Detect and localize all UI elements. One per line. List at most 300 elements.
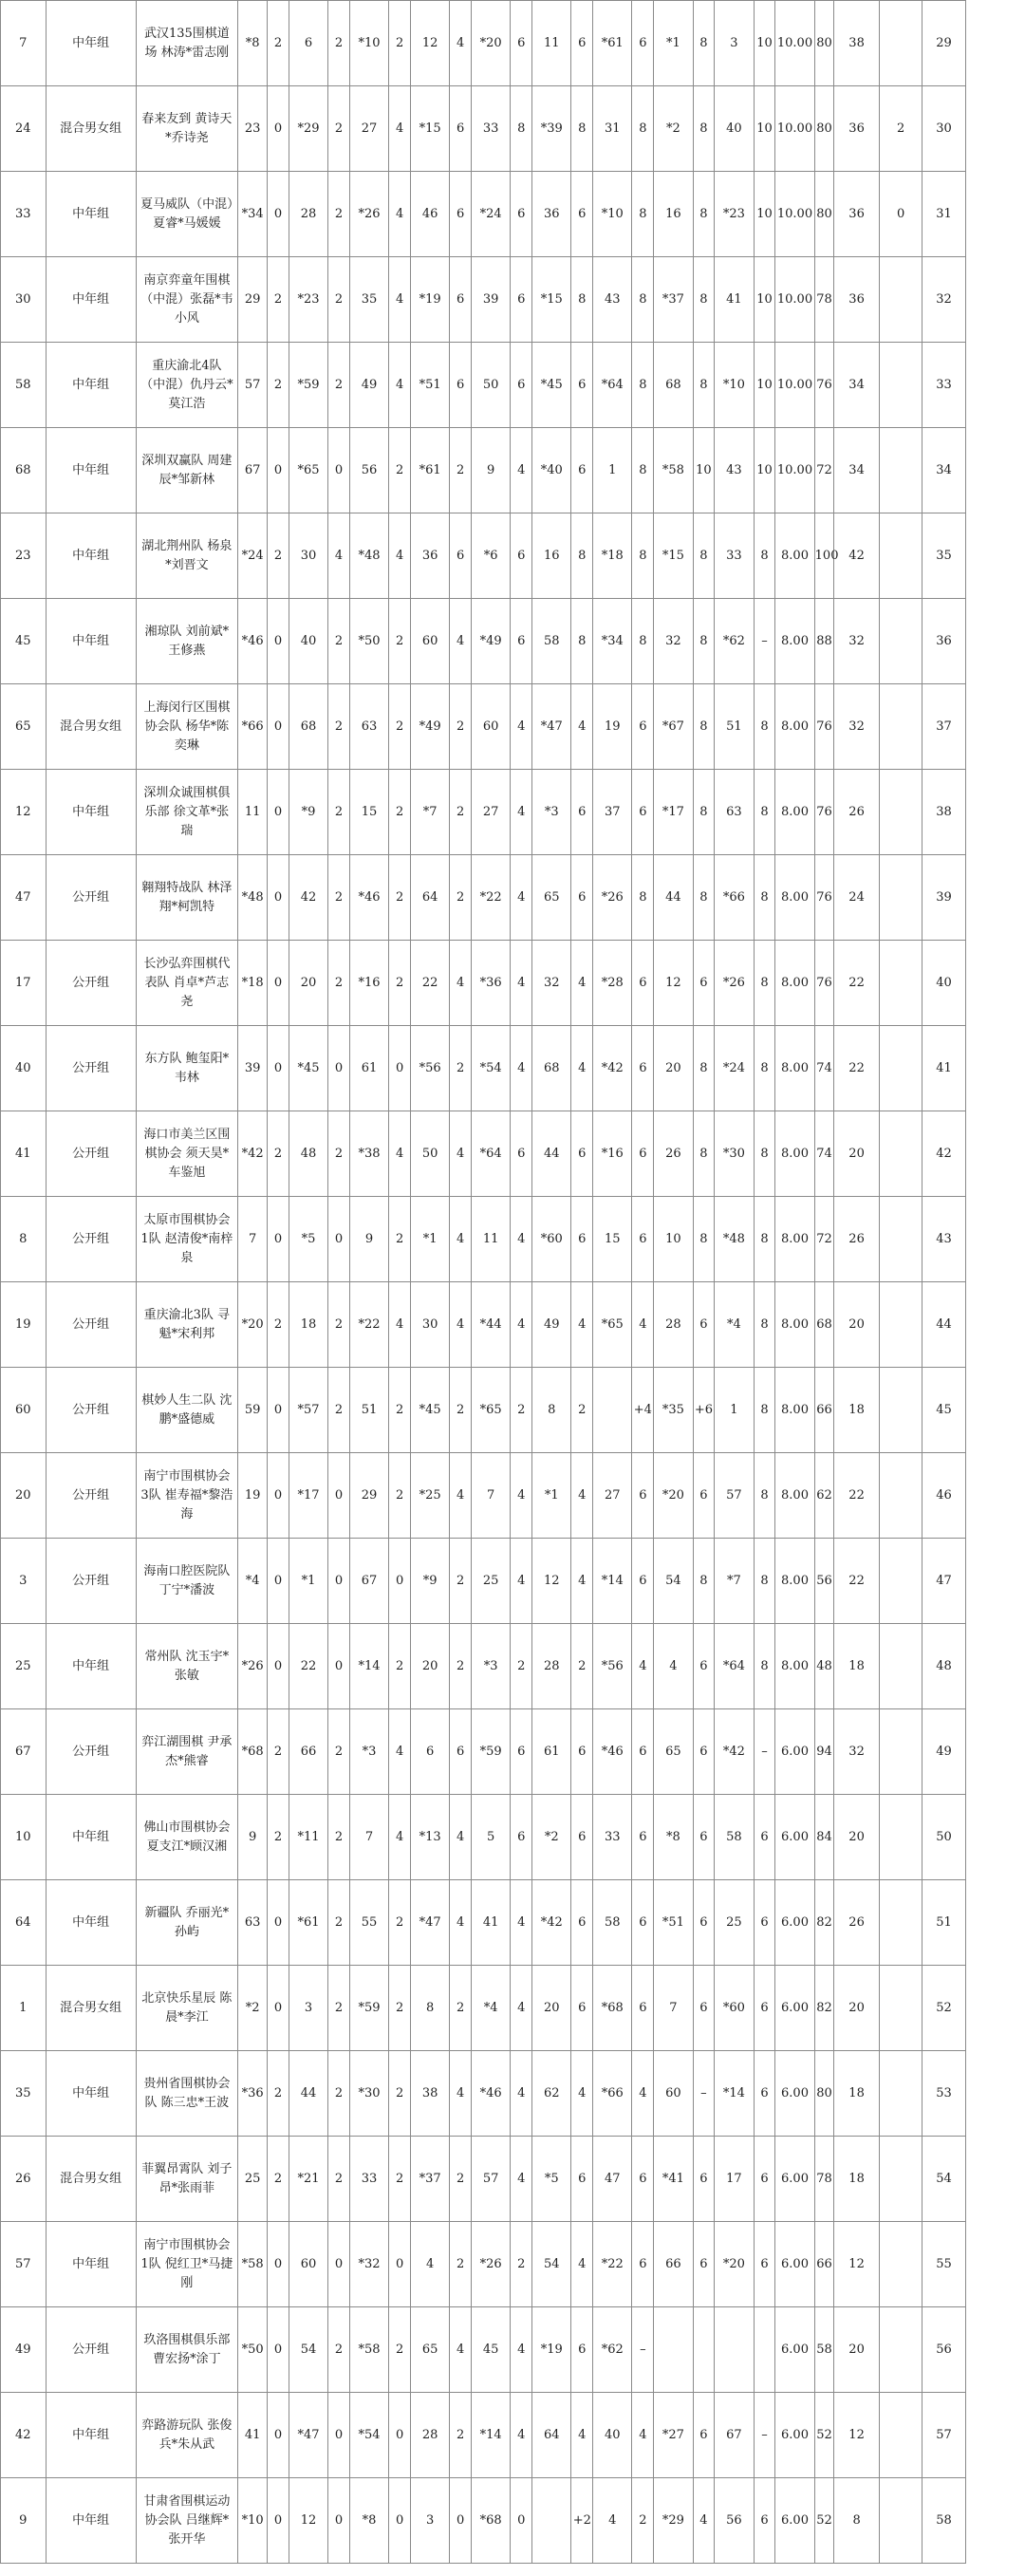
result-cell: 8	[571, 599, 593, 684]
result-cell: 48	[814, 1624, 834, 1709]
result-cell: *6	[472, 513, 511, 599]
result-cell: 8.00	[775, 855, 814, 941]
result-cell: 51	[715, 684, 754, 770]
result-cell: 19	[238, 1453, 268, 1539]
result-cell: 4	[571, 2393, 593, 2478]
group-cell: 中年组	[46, 2222, 136, 2307]
result-cell: 2	[450, 2137, 472, 2222]
result-cell: *10	[349, 1, 388, 86]
result-cell: 2	[328, 172, 350, 257]
result-cell: 8	[632, 257, 654, 343]
result-cell: *25	[410, 1453, 449, 1539]
result-cell: 38	[410, 2051, 449, 2137]
result-cell: 4	[511, 2051, 532, 2137]
result-cell: 2	[450, 1966, 472, 2051]
result-cell: 41	[922, 1026, 965, 1111]
result-cell: 56	[814, 1539, 834, 1624]
team-name-cell: 长沙弘弈围棋代表队 肖卓*芦志尧	[136, 941, 237, 1026]
result-cell: *5	[289, 1197, 327, 1282]
result-cell: 25	[715, 1880, 754, 1966]
result-cell: 8	[693, 172, 715, 257]
result-cell: *23	[289, 257, 327, 343]
team-name-cell: 南宁市围棋协会1队 倪红卫*马捷刚	[136, 2222, 237, 2307]
result-cell: 8	[754, 1624, 775, 1709]
result-cell: *44	[472, 1282, 511, 1368]
result-cell: 1	[715, 1368, 754, 1453]
result-cell	[879, 941, 922, 1026]
result-cell	[879, 1539, 922, 1624]
result-cell: 5	[472, 1795, 511, 1880]
result-cell: 36	[834, 257, 880, 343]
result-cell: *18	[238, 941, 268, 1026]
result-cell: 63	[238, 1880, 268, 1966]
result-cell: *26	[593, 855, 632, 941]
team-name-cell: 湖北荆州队 杨泉*刘晋文	[136, 513, 237, 599]
result-cell	[879, 1966, 922, 2051]
result-cell: 2	[268, 1709, 289, 1795]
team-name-cell: 弈江湖围棋 尹承杰*熊睿	[136, 1709, 237, 1795]
result-cell: 76	[814, 684, 834, 770]
group-cell: 公开组	[46, 1111, 136, 1197]
result-cell: 4	[450, 2051, 472, 2137]
result-cell: *20	[472, 1, 511, 86]
group-cell: 中年组	[46, 770, 136, 855]
result-cell: 56	[349, 428, 388, 513]
table-row	[1, 343, 1025, 428]
result-cell: 2	[450, 1368, 472, 1453]
result-cell: 0	[268, 941, 289, 1026]
result-cell: 33	[922, 343, 965, 428]
result-cell: 4	[654, 1624, 693, 1709]
team-name-cell: 海口市美兰区围棋协会 须天昊*车鉴旭	[136, 1111, 237, 1197]
result-cell: 38	[834, 1, 880, 86]
result-cell: 3	[410, 2478, 449, 2564]
result-cell: 52	[814, 2478, 834, 2564]
result-cell: 57	[238, 343, 268, 428]
result-cell: 8	[693, 684, 715, 770]
result-cell: 8.00	[775, 1624, 814, 1709]
result-cell: 0	[268, 1197, 289, 1282]
result-cell: 6.00	[775, 2222, 814, 2307]
result-cell: *47	[289, 2393, 327, 2478]
table-row	[1, 770, 1025, 855]
group-cell: 中年组	[46, 343, 136, 428]
result-cell: 63	[349, 684, 388, 770]
result-cell: 24	[834, 855, 880, 941]
result-cell: 80	[814, 172, 834, 257]
team-name-cell: 弈路游玩队 张俊兵*朱从武	[136, 2393, 237, 2478]
result-cell: 48	[922, 1624, 965, 1709]
result-cell: 0	[268, 1624, 289, 1709]
result-cell: *50	[349, 599, 388, 684]
result-cell: 10	[693, 428, 715, 513]
result-cell: 4	[511, 1453, 532, 1539]
result-cell: 6	[450, 1709, 472, 1795]
result-cell: *17	[289, 1453, 327, 1539]
group-cell: 混合男女组	[46, 2137, 136, 2222]
result-cell: 6	[571, 428, 593, 513]
team-name-cell: 春来友到 黄诗天*乔诗尧	[136, 86, 237, 172]
table-row	[1, 2137, 1025, 2222]
result-cell: 2	[328, 1111, 350, 1197]
result-cell: *60	[715, 1966, 754, 2051]
result-cell: 50	[410, 1111, 449, 1197]
result-cell: 4	[511, 1880, 532, 1966]
result-cell: 6	[632, 1539, 654, 1624]
seed-number-cell: 3	[1, 1539, 47, 1624]
result-cell: 0	[268, 172, 289, 257]
result-cell: 6	[511, 1795, 532, 1880]
result-cell: *42	[715, 1709, 754, 1795]
result-cell: *54	[349, 2393, 388, 2478]
result-cell: 6.00	[775, 1709, 814, 1795]
result-cell	[879, 2137, 922, 2222]
result-cell: 39	[472, 257, 511, 343]
result-cell: 2	[328, 1880, 350, 1966]
result-cell: 6	[571, 1111, 593, 1197]
result-cell: 32	[834, 684, 880, 770]
result-cell: 8	[834, 2478, 880, 2564]
result-cell: 55	[349, 1880, 388, 1966]
result-cell: 44	[654, 855, 693, 941]
result-cell: *17	[654, 770, 693, 855]
result-cell: *15	[654, 513, 693, 599]
table-row	[1, 513, 1025, 599]
seed-number-cell: 49	[1, 2307, 47, 2393]
result-cell: *68	[238, 1709, 268, 1795]
result-cell: 0	[268, 86, 289, 172]
result-cell: 2	[328, 599, 350, 684]
result-cell: 2	[268, 1795, 289, 1880]
result-cell: *2	[532, 1795, 571, 1880]
table-row	[1, 86, 1025, 172]
result-cell: 4	[389, 1282, 411, 1368]
result-cell: 2	[268, 1111, 289, 1197]
result-cell: 6	[571, 1966, 593, 2051]
result-cell	[879, 1111, 922, 1197]
result-cell: 94	[814, 1709, 834, 1795]
result-cell: 8.00	[775, 770, 814, 855]
result-cell: *50	[238, 2307, 268, 2393]
table-row	[1, 1880, 1025, 1966]
result-cell: *22	[349, 1282, 388, 1368]
result-cell: 6	[632, 1111, 654, 1197]
result-cell: 12	[654, 941, 693, 1026]
result-cell: 38	[922, 770, 965, 855]
result-cell: *48	[238, 855, 268, 941]
result-cell: 33	[349, 2137, 388, 2222]
result-cell: 74	[814, 1026, 834, 1111]
result-cell: 10.00	[775, 257, 814, 343]
result-cell: 7	[349, 1795, 388, 1880]
result-cell: 58	[593, 1880, 632, 1966]
result-cell: 0	[268, 2393, 289, 2478]
result-cell: 4	[511, 1539, 532, 1624]
result-cell: 2	[511, 2222, 532, 2307]
result-cell: 0	[268, 1966, 289, 2051]
result-cell: 20	[834, 2307, 880, 2393]
result-cell: *10	[593, 172, 632, 257]
result-cell: 6	[511, 513, 532, 599]
result-cell: *58	[654, 428, 693, 513]
result-cell: 4	[450, 1880, 472, 1966]
result-cell: 47	[593, 2137, 632, 2222]
result-cell: 23	[238, 86, 268, 172]
result-cell: *34	[238, 172, 268, 257]
result-cell: 65	[532, 855, 571, 941]
result-cell: *7	[715, 1539, 754, 1624]
result-cell: *36	[238, 2051, 268, 2137]
result-cell: 15	[593, 1197, 632, 1282]
result-cell: 10	[754, 172, 775, 257]
result-cell: 0	[328, 1197, 350, 1282]
result-cell: 4	[571, 1026, 593, 1111]
result-cell: 2	[632, 2478, 654, 2564]
result-cell: 33	[472, 86, 511, 172]
result-cell: 4	[511, 2137, 532, 2222]
result-cell: 4	[511, 1197, 532, 1282]
result-cell	[879, 599, 922, 684]
result-cell: 8	[693, 1, 715, 86]
result-cell: 8	[754, 941, 775, 1026]
result-cell	[879, 1880, 922, 1966]
seed-number-cell: 19	[1, 1282, 47, 1368]
result-cell: 6	[632, 1795, 654, 1880]
result-cell: 46	[922, 1453, 965, 1539]
result-cell: *45	[532, 343, 571, 428]
result-cell: *41	[654, 2137, 693, 2222]
result-cell	[715, 2307, 754, 2393]
result-cell: 6	[754, 2478, 775, 2564]
result-cell: 2	[879, 86, 922, 172]
result-cell: 36	[834, 86, 880, 172]
result-cell: 32	[922, 257, 965, 343]
table-row	[1, 2307, 1025, 2393]
result-cell: 52	[814, 2393, 834, 2478]
result-cell: 2	[389, 941, 411, 1026]
table-row	[1, 2222, 1025, 2307]
result-cell: 2	[450, 428, 472, 513]
result-cell: 26	[834, 1880, 880, 1966]
result-cell: *58	[349, 2307, 388, 2393]
result-cell: 8	[693, 1026, 715, 1111]
result-cell: 6	[571, 1, 593, 86]
result-cell: 80	[814, 2051, 834, 2137]
result-cell: 2	[328, 855, 350, 941]
result-cell	[879, 2307, 922, 2393]
team-name-cell: 棋妙人生二队 沈鹏*盛德威	[136, 1368, 237, 1453]
result-cell: 2	[328, 1966, 350, 2051]
result-cell: 4	[632, 2393, 654, 2478]
result-cell: 6	[410, 1709, 449, 1795]
result-cell: *39	[532, 86, 571, 172]
result-cell: 32	[532, 941, 571, 1026]
result-cell: 6	[632, 1, 654, 86]
result-cell: *23	[715, 172, 754, 257]
result-cell: 4	[511, 1966, 532, 2051]
result-cell: 45	[922, 1368, 965, 1453]
table-row	[1, 1282, 1025, 1368]
result-cell: *61	[593, 1, 632, 86]
table-row	[1, 855, 1025, 941]
seed-number-cell: 42	[1, 2393, 47, 2478]
seed-number-cell: 45	[1, 599, 47, 684]
result-cell: 8	[532, 1368, 571, 1453]
table-row	[1, 2393, 1025, 2478]
result-cell: 8	[754, 1453, 775, 1539]
seed-number-cell: 35	[1, 2051, 47, 2137]
seed-number-cell: 17	[1, 941, 47, 1026]
result-cell: *13	[410, 1795, 449, 1880]
result-cell: 0	[268, 770, 289, 855]
result-cell: 6	[511, 1111, 532, 1197]
seed-number-cell: 64	[1, 1880, 47, 1966]
result-cell: *3	[532, 770, 571, 855]
result-cell: 6.00	[775, 1966, 814, 2051]
result-cell: 12	[289, 2478, 327, 2564]
group-cell: 中年组	[46, 257, 136, 343]
group-cell: 公开组	[46, 1709, 136, 1795]
result-cell: 28	[289, 172, 327, 257]
result-cell: *35	[654, 1368, 693, 1453]
result-cell: 2	[389, 1368, 411, 1453]
result-cell: *47	[532, 684, 571, 770]
result-cell: *16	[349, 941, 388, 1026]
result-cell: 19	[593, 684, 632, 770]
result-cell: *65	[289, 428, 327, 513]
group-cell: 中年组	[46, 1795, 136, 1880]
result-cell: –	[754, 1709, 775, 1795]
seed-number-cell: 20	[1, 1453, 47, 1539]
result-cell: 36	[834, 172, 880, 257]
result-cell	[879, 1, 922, 86]
result-cell: *49	[472, 599, 511, 684]
result-cell: 6	[571, 1197, 593, 1282]
result-cell: 20	[532, 1966, 571, 2051]
result-cell: 20	[654, 1026, 693, 1111]
table-row	[1, 599, 1025, 684]
result-cell: 25	[238, 2137, 268, 2222]
seed-number-cell: 8	[1, 1197, 47, 1282]
result-cell: +6	[693, 1368, 715, 1453]
result-cell: 2	[571, 1368, 593, 1453]
table-row	[1, 1, 1025, 86]
result-cell: *48	[349, 513, 388, 599]
result-cell: –	[632, 2307, 654, 2393]
result-cell: 39	[922, 855, 965, 941]
result-cell: *24	[472, 172, 511, 257]
seed-number-cell: 67	[1, 1709, 47, 1795]
result-cell: 0	[268, 1026, 289, 1111]
result-cell: *59	[349, 1966, 388, 2051]
result-cell: 51	[922, 1880, 965, 1966]
result-cell: 0	[268, 2307, 289, 2393]
result-cell: 6	[511, 172, 532, 257]
result-cell: 2	[389, 2137, 411, 2222]
result-cell: 6	[693, 941, 715, 1026]
result-cell: 4	[450, 1111, 472, 1197]
result-cell: 0	[268, 684, 289, 770]
result-cell: 6	[693, 1709, 715, 1795]
result-cell: 36	[922, 599, 965, 684]
result-cell: *3	[349, 1709, 388, 1795]
result-cell: 40	[922, 941, 965, 1026]
result-cell: 40	[289, 599, 327, 684]
result-cell: *29	[289, 86, 327, 172]
result-cell: 30	[922, 86, 965, 172]
result-cell: 18	[289, 1282, 327, 1368]
result-cell: 26	[834, 770, 880, 855]
group-cell: 公开组	[46, 855, 136, 941]
result-cell: 6	[450, 343, 472, 428]
result-cell: 2	[450, 1026, 472, 1111]
result-cell: 35	[922, 513, 965, 599]
result-cell: 2	[328, 770, 350, 855]
result-cell: 4	[389, 86, 411, 172]
result-cell: 34	[834, 428, 880, 513]
result-cell: 28	[410, 2393, 449, 2478]
result-cell: 2	[450, 1624, 472, 1709]
result-cell: *21	[289, 2137, 327, 2222]
result-cell: 37	[593, 770, 632, 855]
result-cell: 6	[754, 2222, 775, 2307]
result-cell: 6	[632, 1026, 654, 1111]
result-cell: 31	[593, 86, 632, 172]
result-cell: 68	[814, 1282, 834, 1368]
team-name-cell: 太原市围棋协会1队 赵清俊*南梓泉	[136, 1197, 237, 1282]
result-cell: 0	[328, 1026, 350, 1111]
result-cell: 57	[472, 2137, 511, 2222]
team-name-cell: 东方队 鲍玺阳*韦林	[136, 1026, 237, 1111]
team-name-cell: 甘肃省围棋运动协会队 吕继辉*张开华	[136, 2478, 237, 2564]
result-cell: 6	[693, 2393, 715, 2478]
result-cell: 4	[511, 1282, 532, 1368]
result-cell: 10	[754, 343, 775, 428]
result-cell: 54	[289, 2307, 327, 2393]
result-cell: 42	[834, 513, 880, 599]
result-cell: 9	[238, 1795, 268, 1880]
result-cell: 2	[268, 343, 289, 428]
result-cell: 6	[632, 1197, 654, 1282]
seed-number-cell: 10	[1, 1795, 47, 1880]
result-cell: 56	[715, 2478, 754, 2564]
result-cell: 8	[511, 86, 532, 172]
team-name-cell: 夏马威队（中混）夏睿*马媛媛	[136, 172, 237, 257]
result-cell: 39	[238, 1026, 268, 1111]
result-cell: 4	[450, 1, 472, 86]
result-cell: 16	[532, 513, 571, 599]
result-cell: 82	[814, 1880, 834, 1966]
result-cell: *46	[593, 1709, 632, 1795]
result-cell: 31	[922, 172, 965, 257]
result-cell: *7	[410, 770, 449, 855]
result-cell: 8	[632, 86, 654, 172]
result-cell: *19	[410, 257, 449, 343]
result-cell: 0	[268, 599, 289, 684]
result-cell: 43	[715, 428, 754, 513]
result-cell: 0	[389, 2478, 411, 2564]
result-cell: 50	[922, 1795, 965, 1880]
result-cell: 4	[632, 2051, 654, 2137]
result-cell: *51	[410, 343, 449, 428]
result-cell: 4	[511, 770, 532, 855]
result-cell	[879, 1368, 922, 1453]
result-cell: 0	[268, 855, 289, 941]
result-cell: 47	[922, 1539, 965, 1624]
team-name-cell: 佛山市围棋协会 夏支江*顾汉湘	[136, 1795, 237, 1880]
result-cell: 6	[693, 1966, 715, 2051]
result-cell: 6	[754, 2051, 775, 2137]
